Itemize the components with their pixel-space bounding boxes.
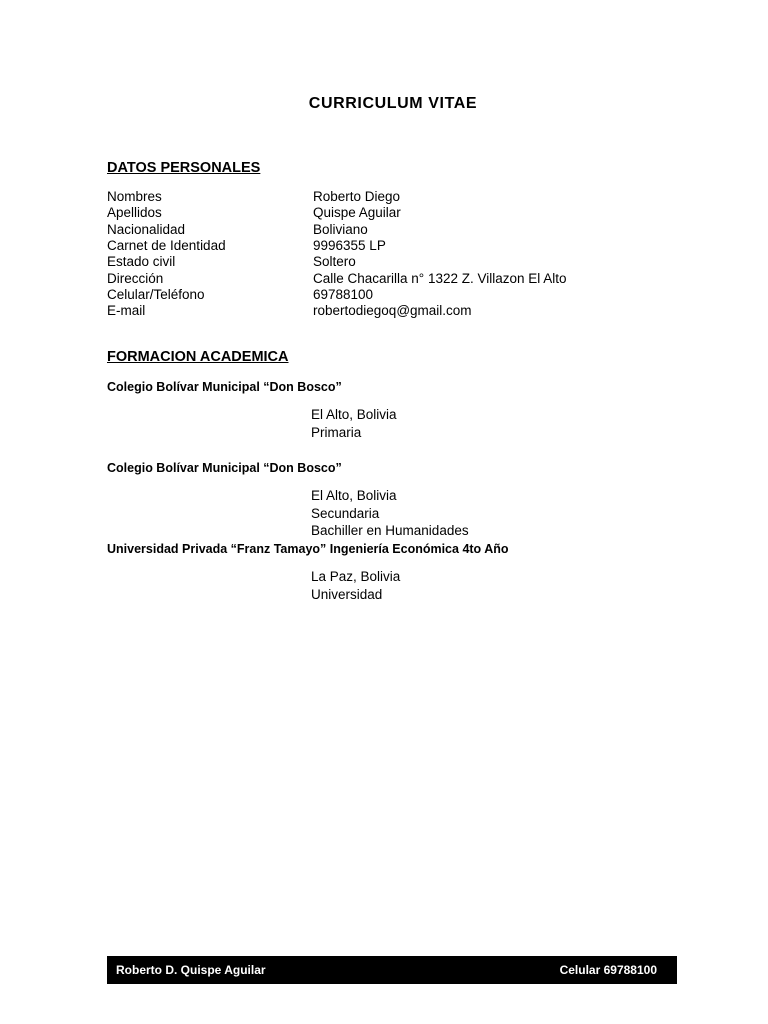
email-value: robertodiegoq@gmail.com (313, 303, 472, 319)
field-label: Carnet de Identidad (107, 237, 226, 253)
field-value: Boliviano (313, 221, 368, 237)
personal-row-estado-civil (107, 254, 667, 270)
footer-phone: Celular 69788100 (559, 963, 657, 977)
personal-row-celular (107, 287, 667, 303)
field-label: Celular/Teléfono (107, 286, 205, 302)
field-value: Soltero (313, 254, 356, 270)
field-value: Roberto Diego (313, 189, 401, 204)
education-location: La Paz, Bolivia (311, 569, 401, 584)
education-level: Secundaria (311, 505, 380, 521)
education-degree: Bachiller en Humanidades (311, 523, 469, 538)
field-label: Apellidos (107, 205, 162, 221)
personal-row-apellidos (107, 205, 667, 221)
page-footer (107, 956, 677, 984)
personal-row-email (107, 303, 667, 319)
education-location: El Alto, Bolivia (311, 407, 397, 422)
education-level: Universidad (311, 586, 383, 602)
education-institution: Colegio Bolívar Municipal “Don Bosco” (107, 380, 342, 394)
field-value: Quispe Aguilar (313, 205, 401, 221)
field-value: 69788100 (313, 286, 374, 302)
education-institution: Universidad Privada “Franz Tamayo” Ingeniería Económica 4to Año (107, 542, 509, 556)
education-level: Primaria (311, 425, 362, 440)
personal-row-direccion (107, 271, 667, 287)
field-value: Calle Chacarilla n° 1322 Z. Villazon El Alto (313, 270, 567, 286)
personal-row-carnet (107, 238, 667, 254)
education-institution: Colegio Bolívar Municipal “Don Bosco” (107, 461, 342, 475)
field-label: Nombres (107, 189, 162, 204)
education-location: El Alto, Bolivia (311, 488, 397, 503)
field-label: E-mail (107, 303, 146, 319)
field-value: 9996355 LP (313, 237, 386, 253)
section-heading-education: FORMACION ACADEMICA (107, 349, 289, 365)
personal-row-nacionalidad (107, 222, 667, 238)
document-title: CURRICULUM VITAE (308, 95, 478, 112)
footer-name: Roberto D. Quispe Aguilar (116, 963, 266, 977)
field-label: Estado civil (107, 254, 176, 270)
section-heading-personal: DATOS PERSONALES (107, 160, 261, 176)
field-label: Nacionalidad (107, 221, 186, 237)
personal-row-nombres (107, 189, 667, 205)
field-label: Dirección (107, 270, 164, 286)
